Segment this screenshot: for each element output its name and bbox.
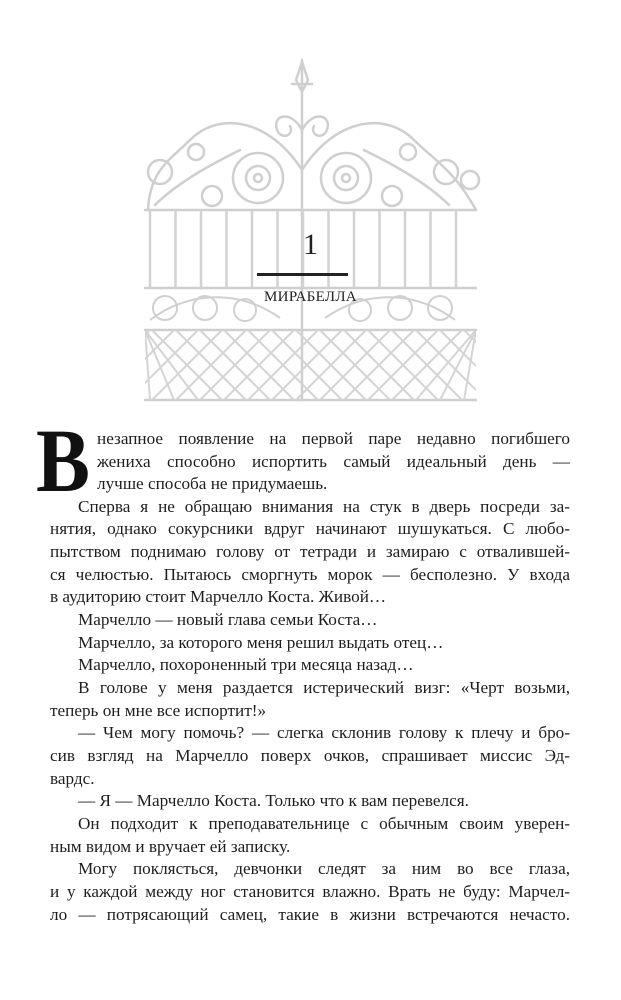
gate-lattice-line xyxy=(476,330,512,400)
text-line: теперь он мне все испортит!» xyxy=(50,701,267,720)
text-line: — Чем могу помочь? — слегка склонив голову к плечу и бро- xyxy=(78,723,570,742)
text-line: лучше способа не придумаешь. xyxy=(97,474,328,493)
text-line: сив взгляд на Марчелло поверх очков, спрашивает миссис Эд- xyxy=(50,746,570,765)
chapter-title: МИРАБЕЛЛА xyxy=(264,289,357,305)
chapter-rule xyxy=(257,273,348,276)
text-line: нятия, однако сокурсники вдруг начинают шушукаться. С любо- xyxy=(50,519,570,538)
text-line: Марчелло — новый глава семьи Коста… xyxy=(78,610,378,629)
text-line: незапное появление на первой паре недавно погибшего xyxy=(97,429,570,448)
gate-lattice-line xyxy=(476,330,536,400)
wrought-iron-gate-illustration xyxy=(0,0,621,420)
text-line: в аудиторию стоит Марчелло Коста. Живой… xyxy=(50,587,387,606)
text-line: пытством поднимаю голову от тетради и замираю с отвалившей- xyxy=(50,542,570,561)
text-line: жениха способно испортить самый идеальный день — xyxy=(97,452,570,471)
gate-lattice-line xyxy=(476,330,582,400)
text-line: Марчелло, похороненный три месяца назад… xyxy=(78,655,414,674)
text-line: Он подходит к преподавательнице с обычным своим уверен- xyxy=(78,814,570,833)
text-line: Марчелло, за которого меня решил выдать отец… xyxy=(78,633,444,652)
text-line: В голове у меня раздается истерический визг: «Черт возьми, xyxy=(78,678,570,697)
text-line: ным видом и вручает ей записку. xyxy=(50,837,291,856)
text-line: вардс. xyxy=(50,769,95,788)
text-line: ло — потрясающий самец, такие в жизни встречаются нечасто. xyxy=(50,905,570,924)
drop-cap: В xyxy=(36,412,91,511)
gate-lattice-line xyxy=(476,330,488,400)
gate-lattice-line xyxy=(476,330,558,400)
text-line: Могу поклясться, девчонки следят за ним во все глаза, xyxy=(78,859,570,878)
text-line: — Я — Марчелло Коста. Только что к вам перевелся. xyxy=(78,791,469,810)
gate-lattice-line xyxy=(80,330,150,400)
text-line: и у каждой между ног становится влажно. Врать не буду: Марчел- xyxy=(50,882,570,901)
gate-lattice-line xyxy=(145,330,198,400)
gate-lattice-line xyxy=(476,330,606,400)
text-line: ся челюстью. Пытаюсь сморгнуть морок — бесполезно. У входа xyxy=(50,565,570,584)
text-line: Сперва я не обращаю внимания на стук в дверь посреди за- xyxy=(78,497,570,516)
chapter-number: 1 xyxy=(303,228,318,261)
